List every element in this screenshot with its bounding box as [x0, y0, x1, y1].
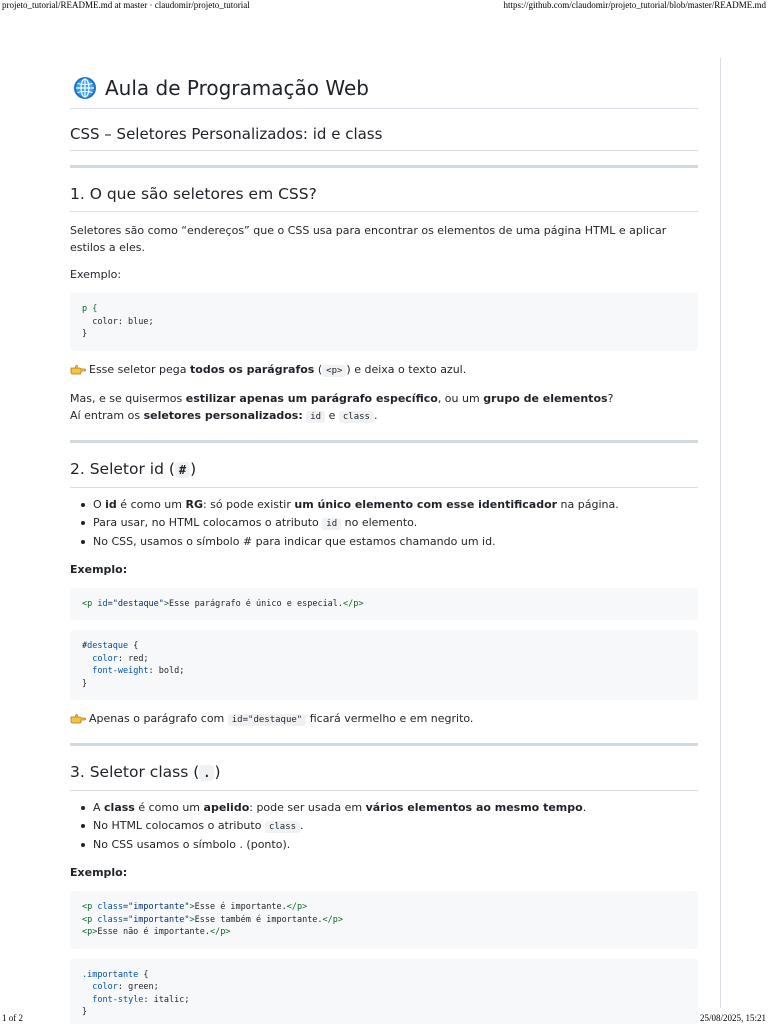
section-1-example-label: Exemplo: [70, 268, 122, 281]
code-token: class [97, 902, 123, 912]
text-run: é como um [116, 497, 186, 511]
code-token: destaque [87, 641, 129, 651]
text-run: : só pode existir [202, 497, 295, 511]
text-run: estilizar apenas um parágrafo específico [185, 391, 438, 405]
text-run: 2. Seletor id ( [70, 459, 175, 478]
section-3-heading [70, 761, 698, 791]
code-token: { [128, 641, 139, 651]
code-token: # [82, 641, 88, 651]
inline-code: <p> [322, 365, 346, 377]
text-run: Esse seletor pega [89, 362, 191, 376]
section-rule [70, 743, 698, 746]
section-rule [70, 440, 698, 443]
inline-code: id [306, 411, 325, 423]
text-run: id [105, 497, 117, 511]
code-token: > [189, 914, 195, 925]
section-1-note [70, 361, 698, 380]
print-timestamp: 25/08/2025, 15:21 [699, 1013, 766, 1023]
section-2-note [70, 710, 698, 729]
code-token: id [97, 598, 108, 609]
text-run: O [93, 497, 106, 511]
page-counter: 1 of 2 [2, 1013, 23, 1023]
inline-code: id="destaque" [228, 714, 306, 726]
code-token: Esse não é importante. [97, 927, 210, 937]
code-token: p { [82, 304, 98, 314]
code-token: Esse é importante. [194, 902, 287, 912]
text-run: todos os parágrafos [190, 362, 315, 376]
code-token: </p> [286, 902, 308, 912]
code-token: class [97, 914, 123, 925]
page-title [70, 74, 698, 109]
text-run: . [582, 801, 587, 814]
text-run: ficará vermelho e em negrito. [306, 712, 474, 725]
text-run: e [325, 408, 339, 422]
section-3-list [70, 799, 698, 854]
list-item [70, 496, 698, 514]
code-block-css-p [70, 293, 698, 351]
text-run: vários elementos ao mesmo tempo [365, 801, 583, 814]
section-2-example-label: Exemplo: [70, 562, 128, 576]
inline-code: id [322, 518, 341, 530]
code-token: : bold; [148, 666, 185, 676]
list-item: No CSS usamos o símbolo . (ponto). [70, 836, 698, 854]
section-2-list [70, 496, 698, 551]
print-header-url: https://github.com/claudomir/projeto_tutorial/blob/master/README.md [503, 0, 766, 10]
section-1-paragraph [70, 390, 698, 426]
section-2-heading [70, 458, 698, 488]
text-run: No HTML colocamos o atributo [93, 819, 265, 832]
print-footer [0, 1012, 768, 1024]
code-block-css-id [70, 630, 698, 700]
code-token: <p> [82, 927, 98, 937]
code-token: .importante [82, 969, 139, 980]
code-token: = [107, 598, 113, 609]
text-run: ? [607, 391, 614, 405]
inline-code: # [175, 462, 190, 478]
print-header [0, 0, 768, 12]
text-run: ) [190, 459, 197, 478]
text-run: Aí entram os [70, 408, 144, 422]
globe-icon [73, 76, 97, 100]
text-run: A [93, 801, 105, 814]
code-token: <p [82, 914, 98, 925]
text-run: ) [214, 763, 221, 781]
code-token: } [82, 1007, 88, 1017]
section-1-intro: Seletores são como “endereços” que o CSS usa para encontrar os elementos de uma página HTML e aplicar estilos a eles. [70, 224, 667, 254]
code-block-html-id [70, 588, 698, 621]
code-token: color: blue; [82, 316, 154, 327]
code-token: ="importante" [122, 914, 190, 925]
code-block-html-class [70, 891, 698, 949]
text-run: Apenas o parágrafo com [89, 712, 228, 725]
text-run: Mas, e se quisermos [70, 391, 186, 405]
text-run: : pode ser usada em [249, 801, 366, 814]
code-token: </p> [322, 914, 344, 925]
inline-code: . [199, 765, 214, 781]
code-token: </p> [343, 598, 364, 609]
code-token: font-weight [92, 666, 149, 676]
text-run: é como um [134, 801, 204, 814]
code-token: : green; [117, 982, 159, 992]
page-title-text: Aula de Programação Web [105, 76, 369, 100]
code-token: ="importante" [122, 902, 190, 912]
text-run: Para usar, no HTML colocamos o atributo [93, 515, 323, 529]
code-token: Esse também é importante. [194, 914, 323, 925]
text-run: class [104, 801, 135, 814]
code-token: { [138, 969, 149, 980]
text-run: na página. [557, 497, 619, 511]
code-token: } [82, 678, 88, 689]
section-rule [70, 165, 698, 168]
code-token: <p [82, 598, 98, 609]
readme-content [70, 74, 698, 1024]
text-run: . [373, 408, 378, 422]
inline-code: class [265, 821, 300, 833]
code-token: > [163, 598, 170, 609]
code-token: : italic; [143, 994, 190, 1005]
list-item [70, 514, 698, 533]
pointing-hand-icon [70, 713, 86, 724]
code-token: > [189, 902, 195, 912]
code-token: : red; [117, 653, 149, 664]
code-token: <p [82, 902, 98, 912]
text-run: 3. Seletor class ( [70, 763, 200, 781]
text-run: no elemento. [341, 515, 418, 529]
text-run: seletores personalizados: [143, 408, 303, 422]
code-token: font-style [92, 994, 144, 1005]
code-token: </p> [209, 927, 231, 937]
text-run: um único elemento com esse identificador [294, 497, 558, 511]
code-token: color [92, 982, 118, 992]
text-run: . [300, 819, 304, 832]
list-item [70, 799, 698, 817]
list-item: No CSS, usamos o símbolo # para indicar que estamos chamando um id. [70, 533, 698, 551]
inline-code: class [339, 411, 374, 423]
pointing-hand-icon [70, 364, 86, 375]
code-token: "destaque" [112, 598, 164, 609]
page-divider [720, 58, 721, 1008]
page-subtitle: CSS – Seletores Personalizados: id e class [70, 123, 698, 151]
text-run: grupo de elementos [483, 391, 608, 405]
text-run: ) e deixa o texto azul. [346, 362, 467, 376]
code-token: } [82, 329, 88, 339]
code-token: Esse parágrafo é único e especial. [169, 598, 344, 609]
print-header-title: projeto_tutorial/README.md at master · claudomir/projeto_tutorial [2, 0, 250, 10]
text-run: ( [314, 362, 323, 376]
text-run: , ou um [437, 391, 484, 405]
list-item [70, 817, 698, 836]
section-3-example-label: Exemplo: [70, 866, 128, 879]
code-token: color [92, 653, 118, 664]
section-1-heading: 1. O que são seletores em CSS? [70, 183, 698, 212]
text-run: apelido [203, 801, 250, 814]
text-run: RG [185, 497, 203, 511]
